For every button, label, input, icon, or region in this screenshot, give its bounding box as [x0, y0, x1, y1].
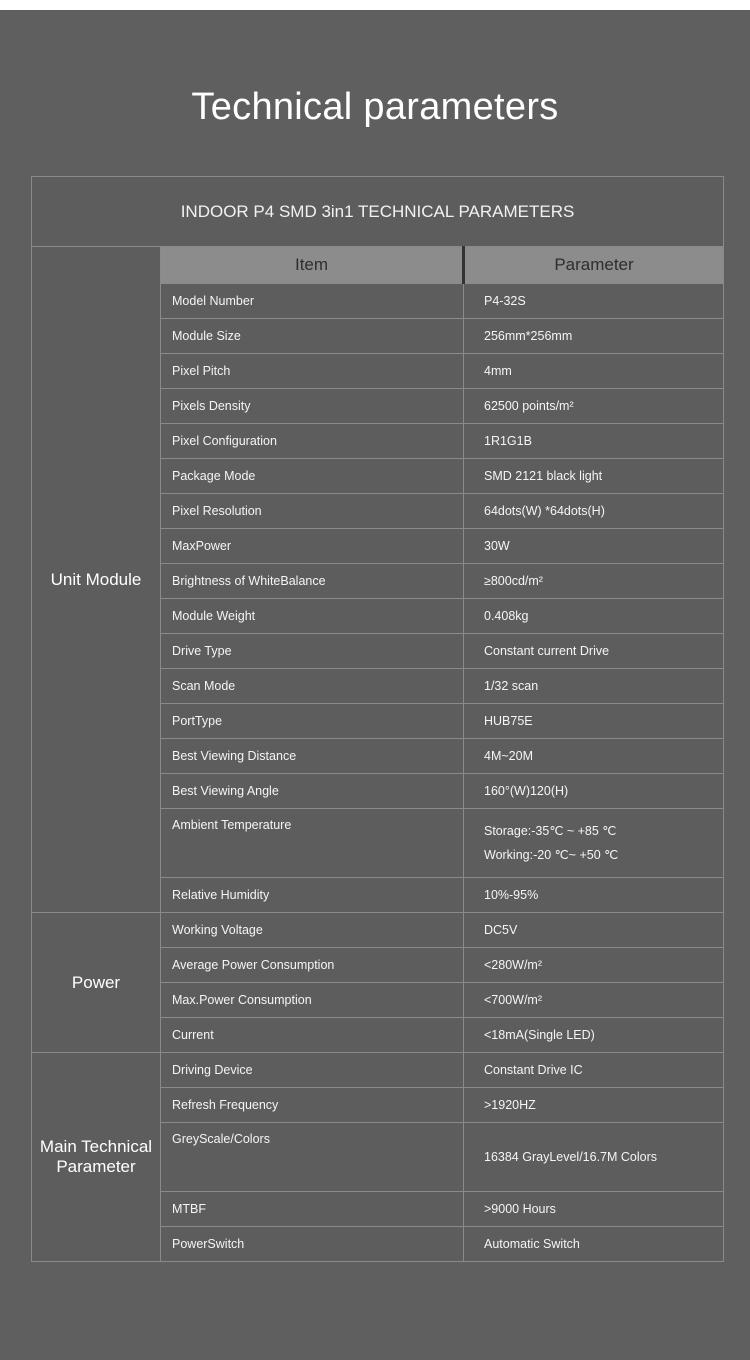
parameter-value: 62500 points/m² — [484, 399, 574, 413]
parameter-value: 4M~20M — [484, 749, 533, 763]
parameter-value: Constant current Drive — [484, 644, 610, 658]
parameter-value: Constant Drive IC — [484, 1063, 583, 1077]
parameter-value: 1/32 scan — [484, 679, 539, 693]
parameter-cell — [464, 634, 724, 669]
item-cell: Relative Humidity — [161, 878, 464, 913]
item-cell: Brightness of WhiteBalance — [161, 564, 464, 599]
group-label: Main Technical Parameter — [32, 1053, 161, 1262]
parameter-cell — [464, 389, 724, 424]
item-cell: Package Mode — [161, 459, 464, 494]
parameter-value: >1920HZ — [484, 1098, 536, 1112]
parameter-value: 160°(W)120(H) — [484, 784, 569, 798]
parameter-value: 0.408kg — [484, 609, 529, 623]
parameter-cell — [464, 1192, 724, 1227]
spec-table — [31, 176, 724, 1262]
item-cell: Pixel Pitch — [161, 354, 464, 389]
group-label: Power — [32, 913, 161, 1053]
parameter-cell — [464, 1123, 724, 1192]
parameter-value: P4-32S — [484, 294, 526, 308]
caption-row — [32, 177, 724, 247]
parameter-value: SMD 2121 black light — [484, 469, 603, 483]
item-cell: Best Viewing Angle — [161, 774, 464, 809]
parameter-value: DC5V — [484, 923, 518, 937]
item-cell: Average Power Consumption — [161, 948, 464, 983]
parameter-cell — [464, 948, 724, 983]
item-cell: Pixel Resolution — [161, 494, 464, 529]
parameter-cell — [464, 809, 724, 878]
table-row — [32, 1053, 724, 1088]
parameter-value: 256mm*256mm — [484, 329, 573, 343]
item-cell: Pixel Configuration — [161, 424, 464, 459]
column-header-parameter: Parameter — [464, 247, 724, 284]
parameter-cell — [464, 669, 724, 704]
parameter-cell — [464, 494, 724, 529]
parameter-cell — [464, 878, 724, 913]
parameter-cell — [464, 424, 724, 459]
parameter-cell — [464, 1018, 724, 1053]
parameter-cell — [464, 1053, 724, 1088]
parameter-value: <700W/m² — [484, 993, 543, 1007]
page-title: Technical parameters — [191, 86, 559, 128]
item-cell: Refresh Frequency — [161, 1088, 464, 1123]
parameter-value: <18mA(Single LED) — [484, 1028, 595, 1042]
parameter-value: 30W — [484, 539, 510, 553]
parameter-cell — [464, 774, 724, 809]
parameter-cell — [464, 983, 724, 1018]
parameter-value: 4mm — [484, 364, 512, 378]
item-cell: MTBF — [161, 1192, 464, 1227]
spec-table-body — [32, 177, 724, 1262]
item-cell: Pixels Density — [161, 389, 464, 424]
parameter-cell — [464, 529, 724, 564]
parameter-value: Storage:-35℃ ~ +85 ℃ — [484, 824, 617, 838]
parameter-cell — [464, 319, 724, 354]
item-cell: Model Number — [161, 284, 464, 319]
parameter-value: 1R1G1B — [484, 434, 532, 448]
parameter-value: Automatic Switch — [484, 1237, 580, 1251]
parameter-value: 16384 GrayLevel/16.7M Colors — [484, 1150, 658, 1164]
parameter-value: 64dots(W) *64dots(H) — [484, 504, 605, 518]
table-caption: INDOOR P4 SMD 3in1 TECHNICAL PARAMETERS — [32, 177, 724, 247]
parameter-value: Working:-20 ℃~ +50 ℃ — [484, 848, 619, 862]
parameter-cell — [464, 1227, 724, 1262]
item-cell: Module Size — [161, 319, 464, 354]
top-white-strip — [0, 0, 750, 10]
item-cell: Best Viewing Distance — [161, 739, 464, 774]
item-cell: Scan Mode — [161, 669, 464, 704]
parameter-value: 10%-95% — [484, 888, 539, 902]
item-cell: Driving Device — [161, 1053, 464, 1088]
group-label: Unit Module — [32, 247, 161, 913]
table-row — [32, 913, 724, 948]
parameter-value: HUB75E — [484, 714, 533, 728]
parameter-value: ≥800cd/m² — [484, 574, 543, 588]
item-cell: GreyScale/Colors — [161, 1123, 464, 1192]
item-cell: PowerSwitch — [161, 1227, 464, 1262]
item-cell: MaxPower — [161, 529, 464, 564]
item-cell: Drive Type — [161, 634, 464, 669]
item-cell: Working Voltage — [161, 913, 464, 948]
item-cell: Ambient Temperature — [161, 809, 464, 878]
column-header-item: Item — [161, 247, 464, 284]
parameter-cell — [464, 913, 724, 948]
item-cell: Max.Power Consumption — [161, 983, 464, 1018]
parameter-cell — [464, 564, 724, 599]
parameter-cell — [464, 1088, 724, 1123]
item-cell: Module Weight — [161, 599, 464, 634]
parameter-value: <280W/m² — [484, 958, 543, 972]
parameter-value: >9000 Hours — [484, 1202, 556, 1216]
parameter-cell — [464, 739, 724, 774]
parameter-cell — [464, 704, 724, 739]
item-cell: PortType — [161, 704, 464, 739]
parameter-cell — [464, 284, 724, 319]
parameter-cell — [464, 599, 724, 634]
item-cell: Current — [161, 1018, 464, 1053]
parameter-cell — [464, 459, 724, 494]
parameter-cell — [464, 354, 724, 389]
column-header-row — [32, 247, 724, 284]
